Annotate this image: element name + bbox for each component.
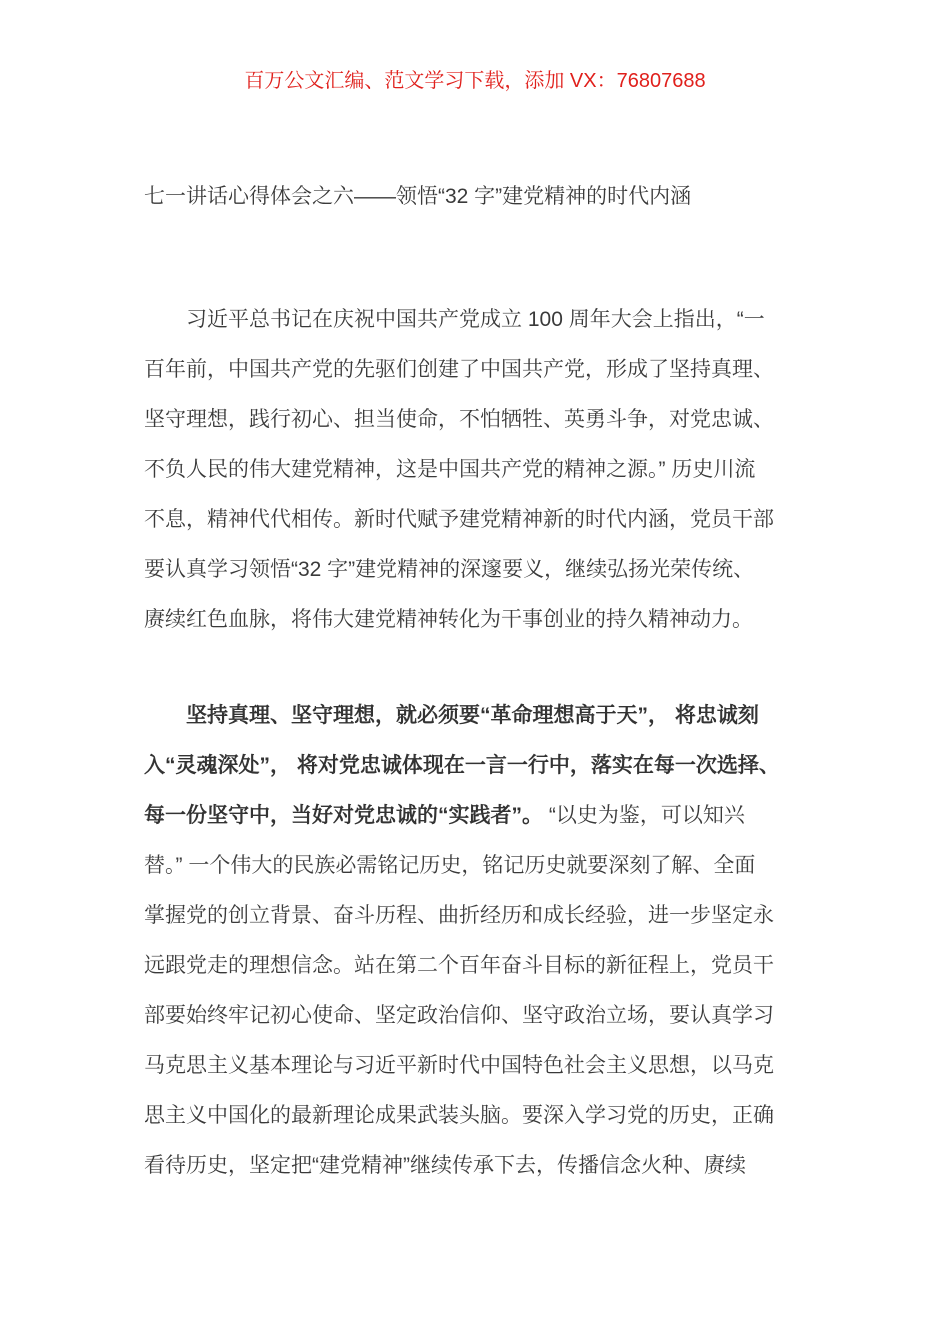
text-line: 部要始终牢记初心使命、坚定政治信仰、坚守政治立场，要认真学习 [144, 1004, 774, 1027]
document-title: 七一讲话心得体会之六——领悟“32 字”建党精神的时代内涵 [144, 185, 692, 208]
mixed-text-line [144, 791, 824, 841]
text-line: 掌握党的创立背景、奋斗历程、曲折经历和成长经验，进一步坚定永 [144, 904, 774, 927]
text-line: 百年前，中国共产党的先驱们创建了中国共产党，形成了坚持真理、 [144, 358, 774, 381]
text-line: 习近平总书记在庆祝中国共产党成立 100 周年大会上指出，“一 [186, 308, 765, 331]
text-line: 赓续红色血脉，将伟大建党精神转化为干事创业的持久精神动力。 [144, 608, 753, 631]
watermark-header: 百万公文汇编、范文学习下载，添加 VX：76807688 [244, 70, 706, 92]
paragraph-1 [144, 295, 824, 645]
text-line: 不息，精神代代相传。新时代赋予建党精神新的时代内涵，党员干部 [144, 508, 774, 531]
text-line: 远跟党走的理想信念。站在第二个百年奋斗目标的新征程上，党员干 [144, 954, 774, 977]
bold-text-line: 入“灵魂深处”， 将对党忠诚体现在一言一行中，落实在每一次选择、 [144, 754, 780, 777]
paragraph-2 [144, 691, 824, 1191]
text-line: 坚守理想，践行初心、担当使命，不怕牺牲、英勇斗争，对党忠诚、 [144, 408, 774, 431]
bold-text-line: 坚持真理、坚守理想，就必须要“革命理想高于天”， 将忠诚刻 [186, 704, 759, 727]
normal-segment: “以史为鉴，可以知兴 [543, 804, 745, 827]
bold-segment: 每一份坚守中，当好对党忠诚的“实践者”。 [144, 804, 543, 827]
text-line: 不负人民的伟大建党精神，这是中国共产党的精神之源。” 历史川流 [144, 458, 756, 481]
text-line: 替。” 一个伟大的民族必需铭记历史，铭记历史就要深刻了解、全面 [144, 854, 756, 877]
text-line: 马克思主义基本理论与习近平新时代中国特色社会主义思想，以马克 [144, 1054, 774, 1077]
text-line: 看待历史，坚定把“建党精神”继续传承下去，传播信念火种、赓续 [144, 1154, 746, 1177]
text-line: 思主义中国化的最新理论成果武装头脑。要深入学习党的历史，正确 [144, 1104, 774, 1127]
text-line: 要认真学习领悟“32 字”建党精神的深邃要义，继续弘扬光荣传统、 [144, 558, 755, 581]
